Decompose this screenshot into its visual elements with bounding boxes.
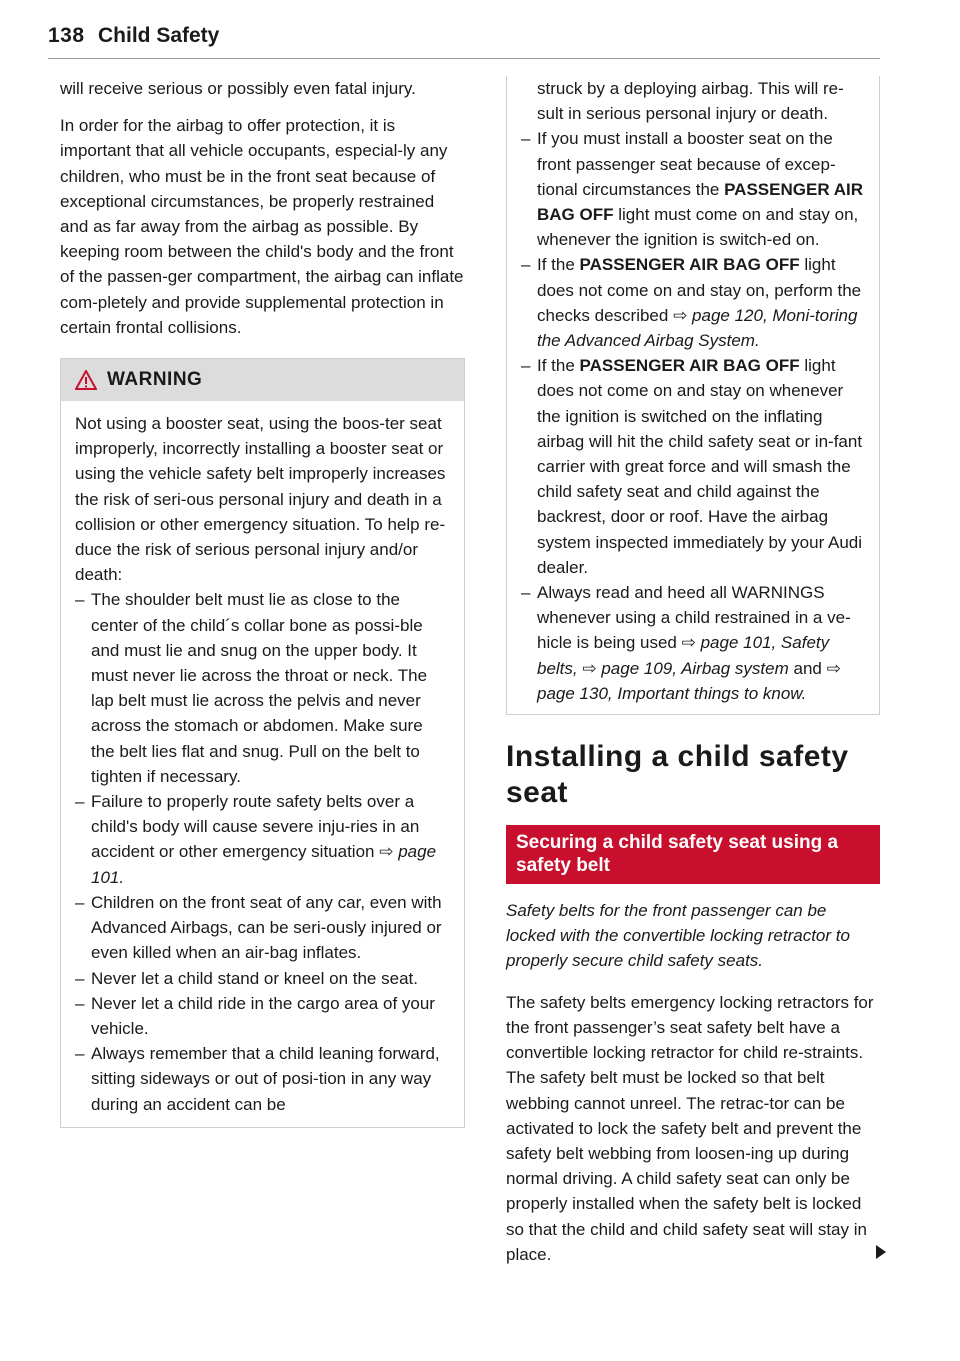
page-number: 138 [48, 24, 85, 47]
intro-text: Safety belts for the front passenger can be locked with the convertible locking retractor to properly secure child safety seats. [506, 901, 850, 971]
page-reference-link[interactable]: ⇨ page 101, Safety belts, [537, 633, 830, 678]
left-column [60, 76, 465, 1128]
warning-title: WARNING [107, 369, 203, 391]
list-item [521, 252, 867, 353]
list-item-text: Always read and heed all WARNINGS whenever using a child restrained in a ve-hicle is being used [537, 583, 851, 653]
list-item [521, 580, 867, 706]
continue-arrow-icon [876, 1245, 886, 1259]
section-title: Child Safety [98, 24, 220, 47]
page-reference-link[interactable]: ⇨ page 101. [91, 842, 437, 887]
warning-list [75, 587, 450, 1116]
warning-triangle-icon [75, 370, 97, 390]
list-item-text: and [793, 658, 822, 678]
list-item-text: If the [537, 255, 575, 275]
paragraph: In order for the airbag to offer protection, it is important that all vehicle occupants, especial-ly any children, who must be in the front seat because of exceptional circumstances, be properly restrained and as far away from the airbag as possible. By keeping room between the child's body and the front of the passen-ger compartment, the airbag can inflate com-pletely and provide supplemental protection in certain frontal collisions. [60, 116, 464, 337]
list-item [521, 126, 867, 252]
list-item [521, 353, 867, 580]
paragraph: will receive serious or possibly even fatal injury. [60, 79, 416, 98]
list-item-text: light does not come on and stay on whenever the ignition is switched on the inflating airbag will hit the child safety seat or in-fant carrier with great force and will smash the child safety seat and child against the backrest, door or roof. Have the airbag system inspected immediately by your Audi dealer. [537, 356, 863, 577]
page-reference-link[interactable]: ⇨ page 109, Airbag system [582, 658, 789, 678]
warning-continuation [506, 76, 880, 715]
list-item: – Never let a child stand or kneel on the seat. [75, 966, 450, 991]
warning-continued-text: struck by a deploying airbag. This will re-sult in serious personal injury or death. [537, 79, 844, 124]
list-item: – The shoulder belt must lie as close to the center of the child´s collar bone as possi-ble and must lie and snug on the upper body. It must never lie across the throat or neck. The lap belt must lie across the pelvis and never across the stomach or abdomen. Make sure the belt lies flat and snug. Pull on the belt to tighten if necessary. [75, 587, 450, 789]
indicator-light-name: PASSENGER AIR BAG OFF [537, 179, 863, 225]
list-item [75, 789, 450, 890]
subsection-banner: Securing a child safety seat using a safety belt [506, 825, 880, 884]
list-item: – Children on the front seat of any car, even with Advanced Airbags, can be seri-ously injured or even killed when an air-bag inflates. [75, 890, 450, 966]
list-item-text: light does not come on and stay on, perform the checks described [537, 255, 862, 325]
indicator-light-name: PASSENGER AIR BAG OFF [579, 356, 800, 376]
warning-header [61, 359, 464, 401]
list-item-text: light must come on and stay on, whenever the ignition is switch-ed on. [537, 205, 859, 250]
list-item-text: If the [537, 356, 575, 376]
list-item-text: Failure to properly route safety belts over a child's body will cause severe inju-ries in an accident or other emergency situation [91, 792, 420, 862]
page-reference-link[interactable]: ⇨ page 130, Important things to know. [537, 658, 841, 703]
section-heading: Installing a child safety seat [506, 740, 849, 810]
warning-intro: Not using a booster seat, using the boos-ter seat improperly, incorrectly installing a booster seat or using the vehicle safety belt improperly increases the risk of seri-ous personal injury and death in a collision or other emergency situation. To help re-duce the risk of serious personal injury and/or death: [75, 414, 446, 585]
list-item: – Never let a child ride in the cargo area of your vehicle. [75, 991, 450, 1041]
list-item: – Always remember that a child leaning forward, sitting sideways or out of posi-tion in any way during an accident can be [75, 1041, 450, 1117]
page-reference-link[interactable]: ⇨ page 120, Moni-toring the Advanced Airbag System. [537, 305, 858, 351]
warning-list [521, 126, 867, 706]
page-header [48, 22, 880, 59]
warning-body [61, 401, 464, 1127]
list-item-text: If you must install a booster seat on the front passenger seat because of excep-tional circumstances the [537, 129, 836, 199]
body-paragraph-wrapper [506, 990, 880, 1267]
body-paragraph: The safety belts emergency locking retractors for the front passenger’s seat safety belt have a convertible locking retractor for child re-straints. The safety belt must be locked so that belt webbing cannot unreel. The retrac-tor can be activated to lock the safety belt and prevent the safety belt webbing from loosen-ing up during normal driving. A child safety seat can only be properly installed when the safety belt is locked so that the child and child safety seat will stay in place. [506, 992, 874, 1264]
right-column [506, 76, 880, 1267]
warning-box [60, 358, 465, 1128]
indicator-light-name: PASSENGER AIR BAG OFF [579, 255, 800, 275]
